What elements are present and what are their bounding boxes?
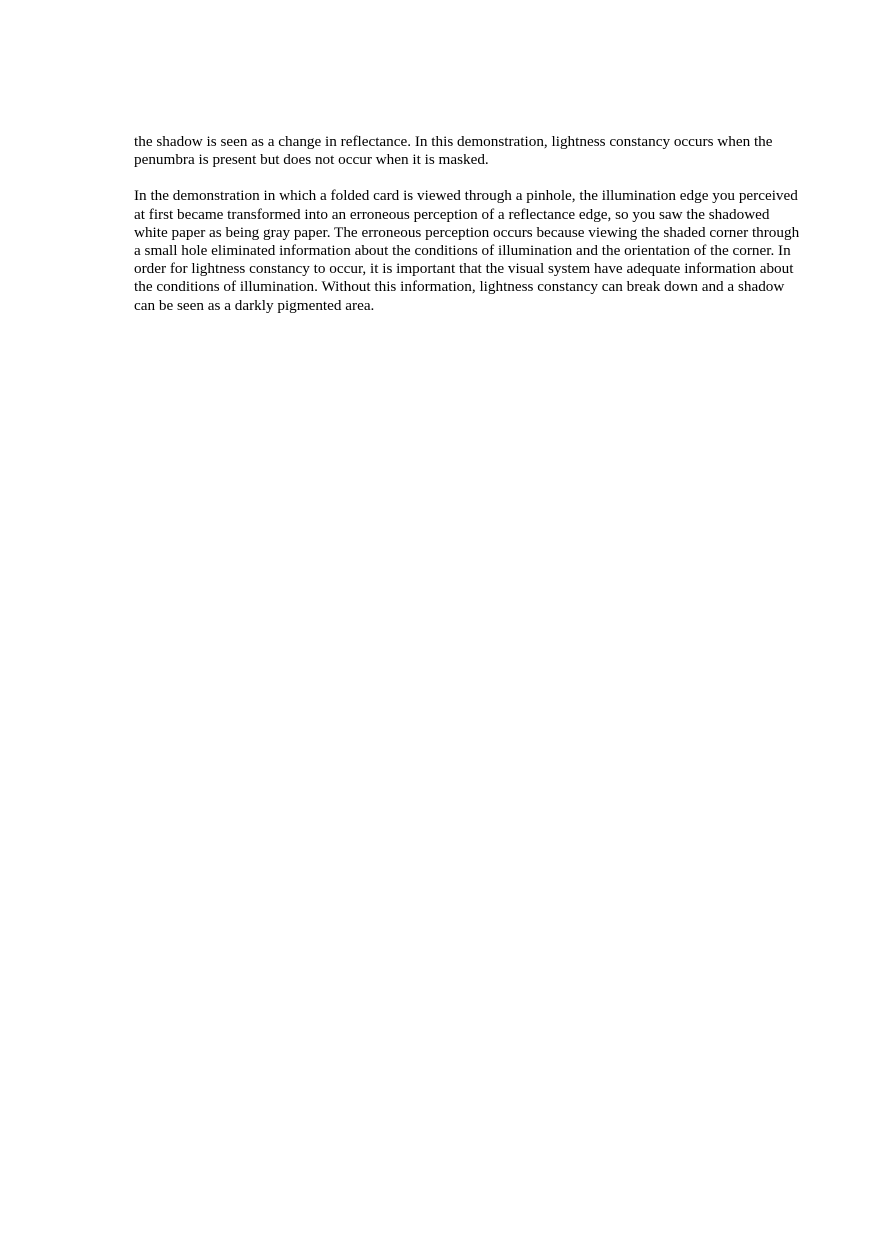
- paragraph-2: [134, 187, 834, 314]
- text-line: a small hole eliminated information about the conditions of illumination and the orientation of the corner. In: [134, 242, 791, 260]
- paragraph-1: [134, 133, 834, 169]
- text-line: white paper as being gray paper. The erroneous perception occurs because viewing the shaded corner through: [134, 223, 800, 241]
- text-line: can be seen as a darkly pigmented area.: [134, 296, 375, 314]
- text-line: the shadow is seen as a change in reflectance. In this demonstration, lightness constancy occurs when the: [134, 133, 773, 150]
- text-line: penumbra is present but does not occur when it is masked.: [134, 151, 489, 169]
- body-text: [134, 133, 834, 333]
- text-line: at first became transformed into an erroneous perception of a reflectance edge, so you saw the shadowed: [134, 205, 770, 223]
- text-line: the conditions of illumination. Without this information, lightness constancy can break down and a shadow: [134, 278, 785, 296]
- text-line: In the demonstration in which a folded card is viewed through a pinhole, the illumination edge you perceived: [134, 187, 798, 205]
- text-line: order for lightness constancy to occur, it is important that the visual system have adequate information about: [134, 260, 794, 278]
